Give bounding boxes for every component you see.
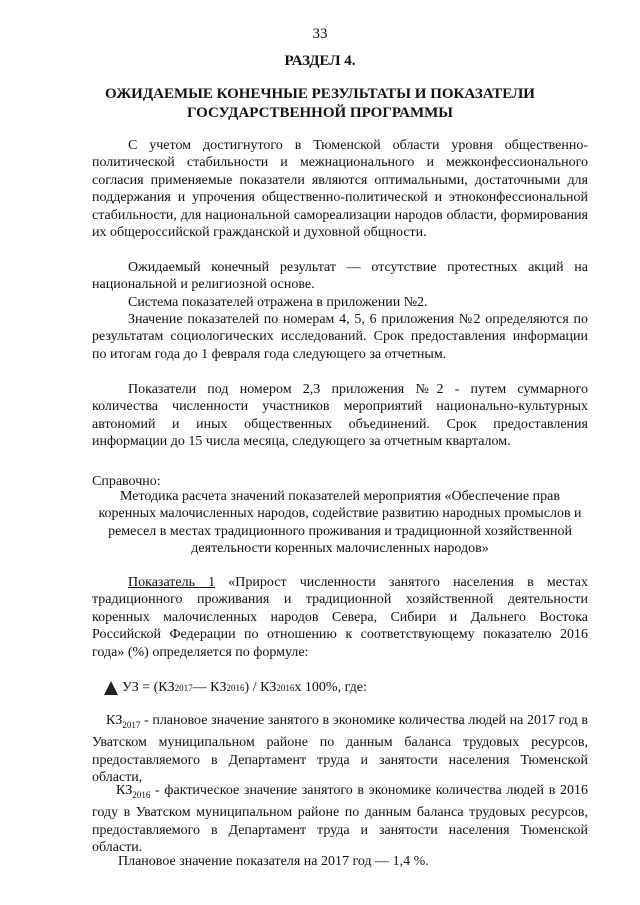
definition-text: - плановое значение занятого в экономике количества людей на 2017 год в Уватском муниципальном районе по данным баланса трудовых ресурсов, предоставляемого в Департамент труда и занятости населения Тюменской области,: [92, 713, 588, 786]
formula: [104, 680, 367, 696]
definition-subscript: 2017: [122, 719, 141, 730]
definition-kz2017: [92, 712, 588, 786]
plan-value: Плановое значение показателя на 2017 год — 1,4 %.: [118, 854, 429, 869]
formula-sub-1: 2017: [174, 683, 193, 693]
formula-sub-3: 2016: [276, 683, 295, 693]
formula-lhs: УЗ = (КЗ: [122, 680, 175, 695]
document-title: ОЖИДАЕМЫЕ КОНЕЧНЫЕ РЕЗУЛЬТАТЫ И ПОКАЗАТЕЛИ ГОСУДАРСТВЕННОЙ ПРОГРАММЫ: [105, 86, 535, 121]
indicator-text: «Прирост численности занятого населения в местах традиционного проживания и традиционной хозяйственной деятельности коренных малочисленных народов Севера, Сибири и Дальнего Востока Российской Федерации по отношению к соответствующему показателю 2016 года» (%) определяется по формуле:: [92, 575, 589, 660]
formula-tail: х 100%, где:: [294, 680, 367, 695]
paragraph-1: С учетом достигнутого в Тюменской области уровня общественно-политической стабильности и межнационального и межконфессионального согласия применяемые показатели являются оптимальными, достаточными для поддержания и упрочения общественно-политической и этноконфессиональной стабильности, для национальной самореализации народов области, формирования их общероссийской гражданской и духовной общности.: [92, 138, 588, 241]
formula-mid: — КЗ: [192, 680, 227, 695]
section-heading: РАЗДЕЛ 4.: [284, 53, 356, 69]
methodology-title: Методика расчета значений показателей мероприятия «Обеспечение прав коренных малочисленных народов, содействие развитию народных промыслов и ремесел в местах традиционного проживания и традиционной хозяйственной деятельности коренных малочисленных народов»: [98, 489, 582, 557]
definition-subscript: 2016: [132, 789, 151, 800]
paragraph-5: Показатели под номером 2,3 приложения №2 - путем суммарного количества численности участников мероприятий национально-культурных автономий и иных общественных объединений. Срок предоставления информации до 15 числа месяца, следующего за отчетным кварталом.: [92, 382, 588, 450]
definition-symbol: КЗ: [116, 783, 133, 798]
paragraph-4: Значение показателей по номерам 4, 5, 6 приложения №2 определяются по результатам социологических исследований. Срок предоставления информации по итогам года до 1 февраля года следующего за отчетным.: [92, 312, 588, 362]
reference-label: Справочно:: [92, 474, 161, 489]
paragraph-3: Система показателей отражена в приложении №2.: [128, 295, 428, 310]
formula-rest: ) / КЗ: [244, 680, 277, 695]
paragraph-2: Ожидаемый конечный результат — отсутствие протестных акций на национальной и религиозной основе.: [92, 260, 588, 293]
warning-triangle-icon: [104, 681, 118, 695]
page-number: 33: [312, 26, 328, 42]
definition-kz2016: [92, 782, 588, 856]
definition-symbol: КЗ: [106, 713, 123, 728]
formula-sub-2: 2016: [226, 683, 245, 693]
definition-text: - фактическое значение занятого в экономике количества людей в 2016 году в Уватском муниципальном районе по данным баланса трудовых ресурсов, предоставляемого в Департамент труда и занятости населения Тюменской области.: [92, 783, 588, 856]
indicator-paragraph: [92, 574, 588, 661]
indicator-label: Показатель 1: [128, 575, 216, 590]
